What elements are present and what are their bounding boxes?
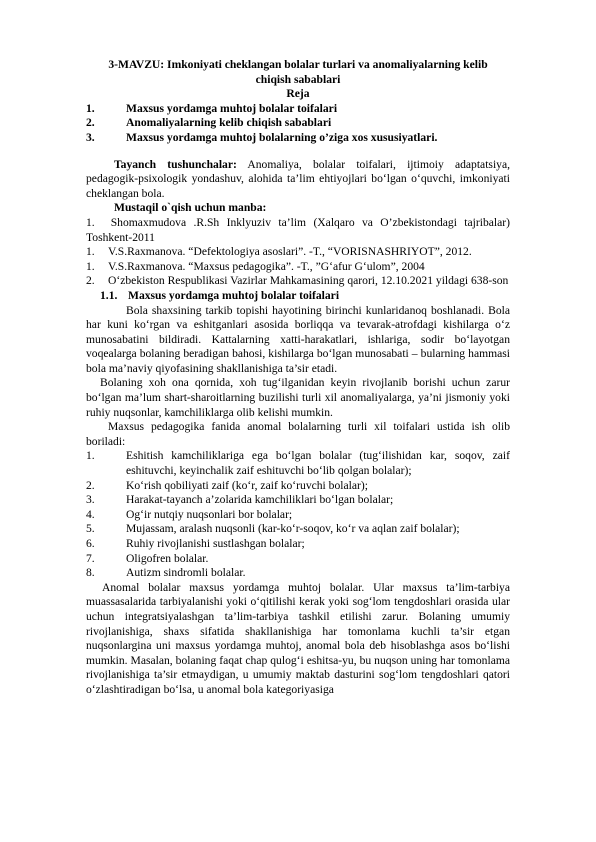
category-item: [86, 508, 510, 523]
category-number: 6.: [86, 537, 95, 550]
category-text: Mujassam, aralash nuqsonli (kar-ko‘r-soqov, ko‘r va aqlan zaif bolalar);: [126, 522, 460, 536]
plan-item-number: 3.: [86, 130, 95, 144]
sources-heading: Mustaqil o`qish uchun manba:: [114, 201, 267, 215]
paragraph-4: Anomal bolalar maxsus yordamga muhtoj bolalar. Ular maxsus ta’lim-tarbiya muassasalarida tarbiyalanishi yoki o‘qitilishi kerak yoki sog‘lom tengdoshlari orasida ular uchun integratsiyalashgan ta’lim-tarbiya tashkil etilishi zarur. Bolaning umumiy rivojlanishiga, shaxs sifatida shakllanishiga har tomonlama kuchli ta’sir etgan nuqsonlargina uni maxsus yordamga muhtoj, anomal bola deb hisoblashga asos bo‘lishi mumkin. Masalan, bolaning faqat chap qulog‘i eshitsa-yu, bu nuqson uning har tomonlama rivojlanishiga ta’sir etmaydigan, u umumiy maktab dasturini sog‘lom tengdoshlari qatori o‘zlashtiradigan bo‘lsa, u anomal bola kategoriyasiga: [86, 580, 510, 696]
keywords-paragraph: [86, 158, 510, 202]
source-text: V.S.Raxmanova. “Maxsus pedagogika”. -T., ”G‘afur G‘ulom”, 2004: [108, 259, 425, 273]
source-item: [86, 216, 510, 245]
plan-item-text: Anomaliyalarning kelib chiqish sabablari: [126, 116, 332, 130]
category-number: 3.: [86, 493, 95, 507]
category-text: Harakat-tayanch a’zolarida kamchiliklari bo‘lgan bolalar;: [126, 493, 394, 507]
category-item: [86, 566, 510, 581]
source-number: 2.: [86, 274, 95, 288]
source-number: 1.: [86, 245, 95, 259]
source-number: 1.: [86, 215, 95, 229]
source-text: O‘zbekiston Respublikasi Vazirlar Mahkamasining qarori, 12.10.2021 yildagi 638-son: [108, 274, 509, 288]
category-text: Og‘ir nutqiy nuqsonlari bor bolalar;: [126, 507, 293, 521]
paragraph-3: Maxsus pedagogika fanida anomal bolalarning turli xil toifalari ustida ish olib boriladi:: [86, 420, 510, 448]
keywords-text: Anomaliya, bolalar toifalari, ijtimoiy adaptatsiya, pedagogik-psixologik yondashuv, alohida ta’lim ehtiyojlari bo‘lgan o‘quvchi, imkoniyati cheklangan bola.: [86, 157, 510, 200]
plan-item-text: Maxsus yordamga muhtoj bolalarning o’ziga xos xususiyatlari.: [126, 130, 438, 144]
source-number: 1.: [86, 259, 95, 273]
plan-item-number: 1.: [86, 101, 95, 115]
section-number: 1.1.: [100, 288, 118, 302]
title-line-2: chiqish sabablari: [255, 72, 341, 86]
source-text: Shomaxmudova .R.Sh Inklyuziv ta’lim (Xalqaro va O’zbekistondagi tajribalar) Toshkent-2011: [86, 215, 511, 244]
document-title: [86, 58, 510, 87]
plan-item: [86, 102, 510, 117]
category-text: Ruhiy rivojlanishi sustlashgan bolalar;: [126, 537, 305, 550]
title-line-1: 3-MAVZU: Imkoniyati cheklangan bolalar turlari va anomaliyalarning kelib: [108, 58, 488, 71]
plan-heading: Reja: [286, 87, 310, 101]
category-item: [86, 552, 510, 567]
paragraph-2: Bolaning xoh ona qornida, xoh tug‘ilganidan keyin rivojlanib borishi uchun zarur bo‘lgan ma’lum shart-sharoitlarning buzilishi turli xil anomaliyalarga, ya’ni jismoniy yoki ruhiy nuqsonlar, kamchiliklarga olib kelishi mumkin.: [86, 376, 510, 419]
category-item: [86, 537, 510, 552]
category-item: [86, 479, 510, 494]
keywords-label: Tayanch tushunchalar:: [114, 157, 237, 171]
category-text: Eshitish kamchiliklariga ega bo‘lgan bolalar (tug‘ilishidan kar, soqov, zaif eshituvchi, keyinchalik zaif eshituvchi bo‘lib qolgan bolalar);: [126, 449, 510, 478]
source-item: [86, 245, 510, 260]
plan-item-text: Maxsus yordamga muhtoj bolalar toifalari: [126, 101, 338, 115]
source-item: [86, 260, 510, 275]
category-text: Ko‘rish qobiliyati zaif (ko‘r, zaif ko‘ruvchi bolalar);: [126, 478, 368, 492]
category-number: 2.: [86, 478, 95, 492]
section-heading: [86, 289, 510, 304]
category-number: 1.: [86, 449, 95, 463]
source-text: V.S.Raxmanova. “Defektologiya asoslari”. -T., “VORISNASHRIYOT”, 2012.: [108, 245, 472, 259]
plan-item-number: 2.: [86, 116, 95, 130]
document-page: [86, 58, 510, 698]
plan-item: [86, 131, 510, 146]
plan-item: [86, 116, 510, 131]
category-text: Oligofren bolalar.: [126, 551, 209, 565]
category-number: 5.: [86, 522, 95, 536]
plan-list: [86, 102, 510, 146]
category-item: [86, 449, 510, 478]
source-item: [86, 274, 510, 289]
paragraph-1: Bola shaxsining tarkib topishi hayotining birinchi kunlaridanoq boshlanadi. Bola har kuni ko‘rgan va eshitganlari asosida borliqqa va tevarak-atrofdagi kishilarga o‘z munosabatini bildiradi. Kattalarning xatti-harakatlari, ishlariga, sodir bo‘layotgan voqealarga bolaning beradigan bahosi, kishilarga bo‘lgan munosabati – bularning hammasi bola ma’naviy qiyofasining shakllanishiga ta’sir etadi.: [86, 303, 510, 375]
category-item: [86, 493, 510, 508]
categories-list: [86, 449, 510, 580]
category-text: Autizm sindromli bolalar.: [126, 566, 246, 580]
category-item: [86, 522, 510, 537]
category-number: 7.: [86, 551, 95, 565]
category-number: 8.: [86, 566, 95, 580]
category-number: 4.: [86, 507, 95, 521]
sources-list: [86, 216, 510, 289]
section-title: Maxsus yordamga muhtoj bolalar toifalari: [128, 288, 340, 302]
